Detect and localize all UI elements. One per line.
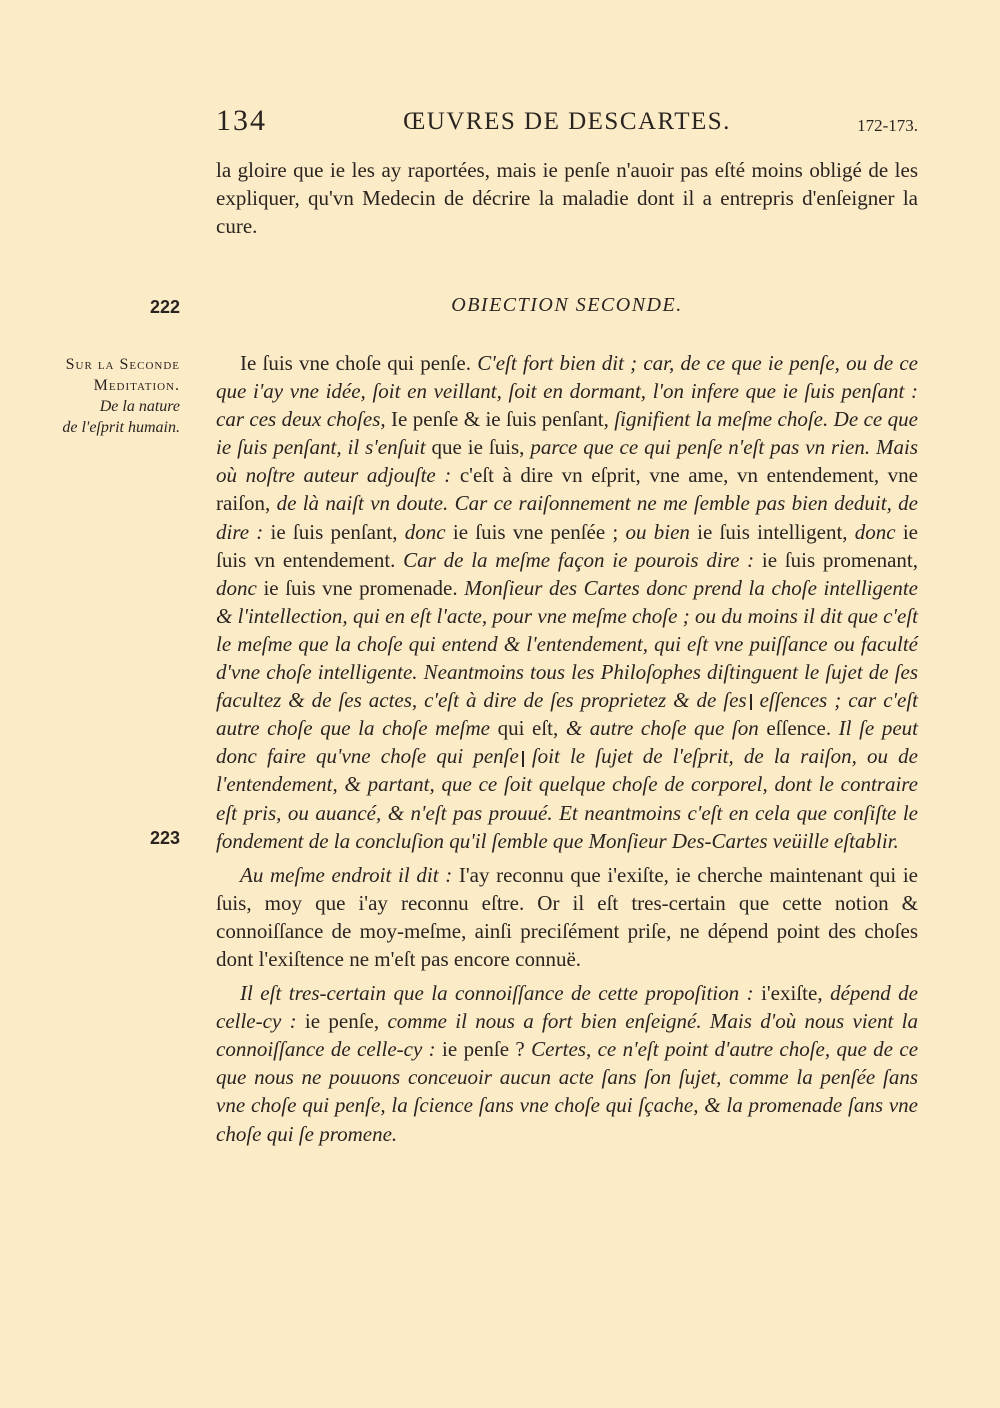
italic-span: Monſieur des Cartes donc prend la choſe intelligente & l'intellection, qui en eſt l'acte, pour vne meſme choſe ; ou du moins il dit que c'eſt le meſme que la choſe qui entend & l'entendement, qui eſt vne puiſſance ou faculté d'vne choſe intelligente. Neantmoins tous les Philoſophes diſtinguent le ſujet de ſes facultez & de ſes actes, c'eſt à dire de ſes proprietez & de ſes bbox=[216, 575, 918, 713]
page-reference: 172-173. bbox=[857, 116, 918, 135]
line-number: 222 bbox=[150, 297, 181, 317]
italic-span: & autre choſe que ſon bbox=[565, 716, 759, 741]
italic-span: ſoit le ſujet de l'eſprit, de la raiſon, ou de l'entendement, & partant, que ce ſoit quelque choſe de corporel, dont le contraire eſt pris, ou auancé, & n'eſt pas prouué. Et neantmoins c'eſt en cela que conſiſte le fondement de la concluſion qu'il ſemble que Monſieur Des-Cartes veüille eſtablir. bbox=[216, 744, 918, 853]
italic-span: Il eſt tres-certain que la connoiſſance de cette propoſition : bbox=[240, 981, 754, 1006]
line-number: 223 bbox=[150, 828, 181, 848]
text-span: ie ſuis promenant, bbox=[754, 547, 918, 572]
intro-paragraph: la gloire que ie les ay raportées, mais ie penſe n'auoir pas eſté moins obligé de les expliquer, qu'vn Medecin de décrire la maladie dont il a entrepris d'enſeigner la cure. bbox=[216, 158, 918, 239]
italic-span: comme il nous a fort bien enſeigné. Mais d'où nous vient la connoiſſance de celle-cy : bbox=[216, 1009, 918, 1062]
section-title: OBIECTION SECONDE. bbox=[451, 294, 683, 316]
margin-note-line: De la nature bbox=[99, 398, 180, 415]
italic-span: de là naiſt vn doute. Car ce raiſonnement ne me ſemble pas bien deduit, de dire : bbox=[216, 491, 918, 544]
page-break-mark bbox=[522, 751, 529, 767]
margin-note-line: Meditation. bbox=[93, 377, 180, 394]
italic-span: eſſences ; car c'eſt autre choſe que la choſe meſme bbox=[216, 688, 918, 741]
text-span: Ie penſe & ie ſuis penſant, bbox=[385, 407, 615, 432]
text-span: ie ſuis vne penſée ; bbox=[445, 519, 626, 544]
italic-span: Il ſe peut donc faire qu'vne choſe qui penſe bbox=[216, 716, 919, 769]
italic-span: donc bbox=[854, 519, 896, 544]
running-header bbox=[216, 104, 918, 144]
paragraph bbox=[216, 349, 918, 855]
text-span: ie penſe ? bbox=[435, 1037, 532, 1062]
italic-span: dépend de celle-cy : bbox=[216, 981, 919, 1034]
text-span: eſſence. bbox=[758, 716, 839, 741]
page-break-mark bbox=[750, 694, 757, 710]
text-span: I'ay reconnu que i'exiſte, ie cherche maintenant qui ie ſuis, moy que i'ay reconnu eſtre. Or il eſt tres-certain que cette notion & connoiſſance de moy-meſme, ainſi preciſément priſe, ne dépend point des choſes dont l'exiſtence ne m'eſt pas encore connuë. bbox=[216, 862, 918, 971]
text-span: qui eſt, bbox=[489, 716, 566, 741]
page-number: 134 bbox=[216, 104, 267, 137]
text-span: ie ſuis intelligent, bbox=[689, 519, 855, 544]
text-span: i'exiſte, bbox=[753, 981, 831, 1006]
italic-span: C'eſt fort bien dit ; car, de ce que ie penſe, ou de ce que i'ay vne idée, ſoit en veillant, ſoit en dormant, l'on infere que ie ſuis penſant : car ces deux choſes, bbox=[216, 351, 918, 432]
text-span: ie penſe, bbox=[296, 1009, 388, 1034]
italic-span: donc bbox=[216, 575, 257, 600]
italic-span: ou bien bbox=[625, 519, 690, 544]
italic-span: ſignifient la meſme choſe. De ce que ie ſuis penſant, il s'enſuit bbox=[216, 407, 918, 460]
italic-span: Certes, ce n'eſt point d'autre choſe, que de ce que nous ne pouuons conceuoir aucun acte ſans ſon ſujet, comme la penſée ſans vne choſe qui penſe, la ſcience ſans vne choſe qui ſçache, & la promenade ſans vne choſe qui ſe promene. bbox=[216, 1037, 919, 1146]
margin-note-line: Sur la Seconde bbox=[65, 356, 180, 373]
text-span: ie ſuis penſant, bbox=[263, 519, 405, 544]
italic-span: parce que ce qui penſe n'eſt pas vn rien. Mais où noſtre auteur adjouſte : bbox=[216, 435, 918, 488]
italic-span: Au meſme endroit il dit : bbox=[240, 862, 453, 887]
text-span: ie ſuis vn entendement. bbox=[216, 519, 919, 572]
text-span: Ie ſuis vne choſe qui penſe. bbox=[240, 351, 478, 375]
text-span: ie ſuis vne promenade. bbox=[256, 575, 465, 600]
margin-note bbox=[20, 354, 180, 438]
paragraph bbox=[216, 861, 918, 973]
italic-span: donc bbox=[404, 519, 446, 544]
paragraph bbox=[216, 979, 918, 1148]
objection-text bbox=[216, 349, 918, 1154]
margin-note-line: de l'eſprit humain. bbox=[62, 419, 180, 436]
text-span: que ie ſuis, bbox=[425, 435, 531, 460]
text-span: c'eſt à dire vn eſprit, vne ame, vn entendement, vne raiſon, bbox=[216, 463, 918, 516]
italic-span: Car de la meſme façon ie pourois dire : bbox=[403, 547, 755, 572]
running-title: ŒUVRES DE DESCARTES. bbox=[403, 108, 731, 135]
